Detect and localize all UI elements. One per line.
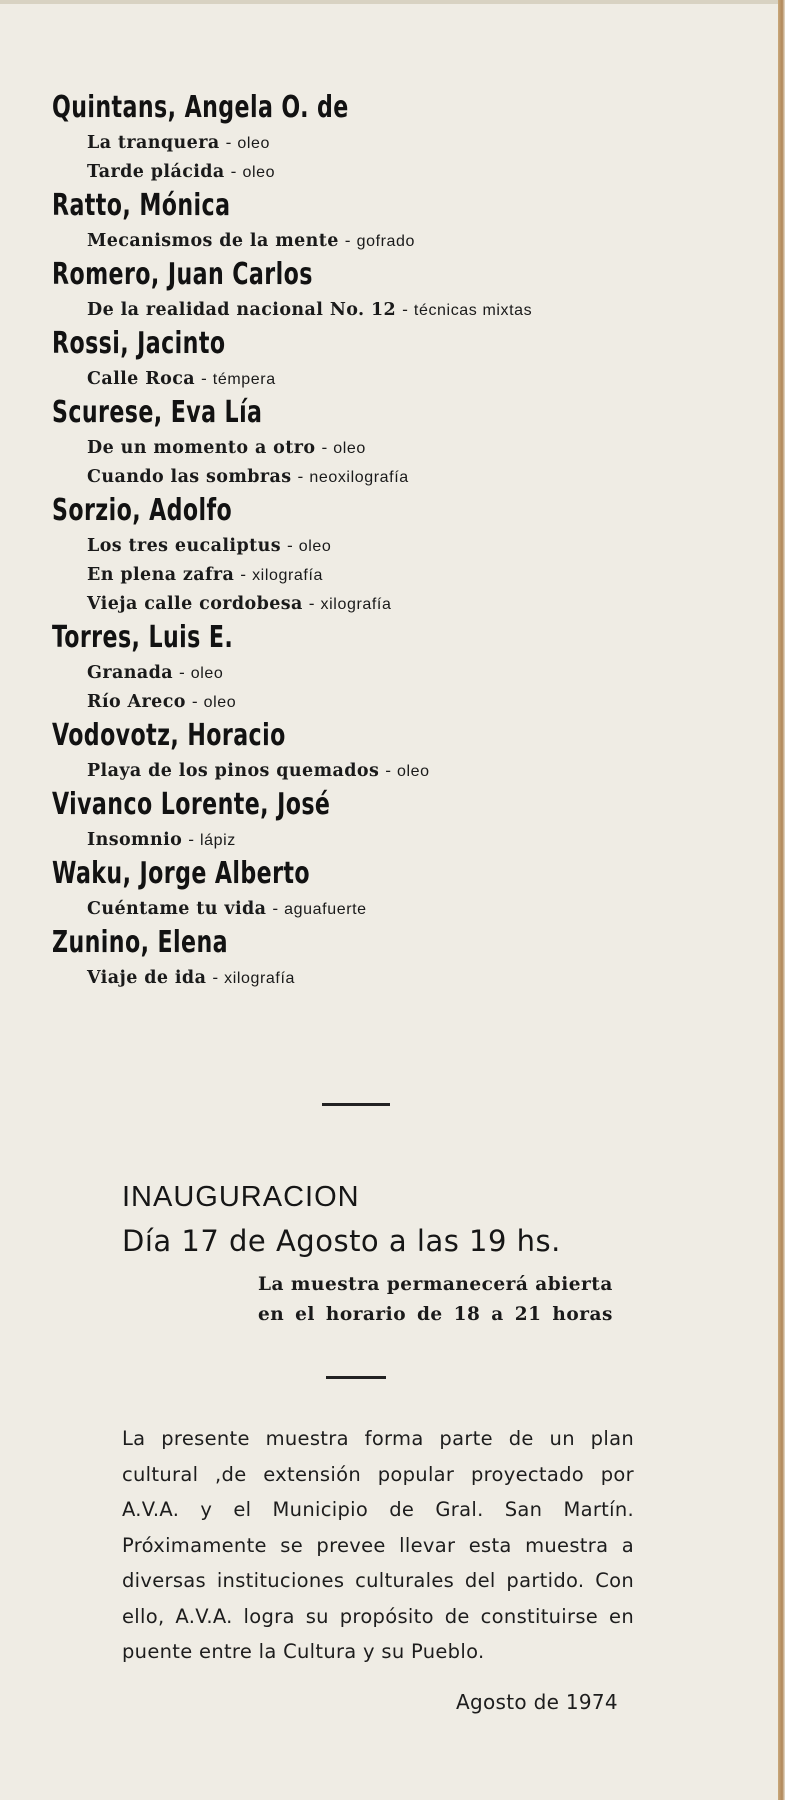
title-technique-separator: -: [191, 692, 198, 711]
artist-name: Quintans, Angela O. de: [52, 90, 349, 125]
title-technique-separator: -: [201, 369, 207, 388]
artist-entry: [52, 324, 732, 393]
artwork-technique: oleo: [190, 665, 224, 682]
hours-note-line-2: en el horario de 18 a 21 horas: [258, 1304, 613, 1325]
page-top-shadow: [0, 0, 785, 4]
artwork-technique: xilografía: [224, 970, 296, 987]
artwork-title: La tranquera: [87, 133, 220, 153]
title-technique-separator: -: [230, 162, 237, 181]
inauguration-date: Día 17 de Agosto a las 19 hs.: [122, 1224, 561, 1258]
artwork-technique: oleo: [333, 440, 366, 457]
artist-name: Waku, Jorge Alberto: [52, 856, 311, 891]
title-technique-separator: -: [178, 663, 185, 682]
title-technique-separator: -: [240, 565, 247, 584]
section-divider: [322, 1103, 390, 1106]
artwork-row: [87, 589, 732, 618]
artwork-title: Vieja calle cordobesa: [87, 594, 303, 614]
artwork-row: [87, 157, 732, 186]
artwork-title: Viaje de ida: [87, 968, 207, 988]
artwork-title: Mecanismos de la mente: [87, 231, 339, 251]
section-divider-2: [326, 1376, 386, 1379]
artwork-title: Tarde plácida: [87, 162, 225, 182]
title-technique-separator: -: [188, 830, 194, 849]
artwork-row: [87, 687, 732, 716]
artist-entry: [52, 854, 732, 923]
artwork-row: [87, 963, 732, 992]
artwork-title: Cuéntame tu vida: [87, 899, 267, 919]
artwork-row: [87, 560, 732, 589]
artwork-row: [87, 128, 732, 157]
title-technique-separator: -: [385, 761, 391, 780]
artwork-title: Granada: [87, 663, 173, 683]
artwork-title: En plena zafra: [87, 565, 235, 585]
artwork-technique: témpera: [212, 371, 276, 388]
inauguration-hours-note: [258, 1270, 638, 1330]
artwork-row: [87, 531, 732, 560]
artist-name: Sorzio, Adolfo: [52, 493, 233, 528]
artist-name: Scurese, Eva Lía: [52, 395, 263, 430]
title-technique-separator: -: [297, 467, 304, 486]
artist-name: Ratto, Mónica: [52, 188, 231, 223]
artist-name: Torres, Luis E.: [52, 620, 234, 655]
title-technique-separator: -: [286, 536, 293, 555]
artwork-technique: gofrado: [356, 233, 416, 250]
artwork-row: [87, 658, 732, 687]
artwork-row: [87, 894, 732, 923]
artwork-row: [87, 364, 732, 393]
title-technique-separator: -: [321, 438, 328, 457]
artwork-row: [87, 462, 732, 491]
artist-entry: [52, 186, 732, 255]
artwork-row: [87, 433, 732, 462]
artist-name: Vodovotz, Horacio: [52, 718, 286, 753]
artwork-technique: xilografía: [252, 567, 323, 584]
artist-entry: [52, 88, 732, 186]
inauguration-title: INAUGURACION: [122, 1181, 360, 1213]
artwork-title: Calle Roca: [87, 369, 196, 389]
title-technique-separator: -: [272, 899, 279, 918]
artwork-technique: oleo: [298, 538, 332, 555]
artist-name: Rossi, Jacinto: [52, 326, 226, 361]
artwork-row: [87, 825, 732, 854]
artwork-title: De la realidad nacional No. 12: [87, 300, 397, 320]
artwork-technique: técnicas mixtas: [413, 302, 533, 319]
artwork-row: [87, 295, 732, 324]
artist-entry: [52, 255, 732, 324]
artwork-row: [87, 756, 732, 785]
artist-list: [52, 88, 732, 992]
artwork-title: Los tres eucaliptus: [87, 536, 281, 556]
artist-name: Zunino, Elena: [52, 925, 228, 960]
title-technique-separator: -: [308, 594, 315, 613]
artwork-title: Río Areco: [87, 692, 186, 712]
artwork-technique: neoxilografía: [309, 469, 409, 486]
artwork-row: [87, 226, 732, 255]
artist-entry: [52, 491, 732, 618]
hours-note-line-1: La muestra permanecerá abierta: [258, 1274, 613, 1295]
title-technique-separator: -: [212, 968, 219, 987]
title-technique-separator: -: [402, 300, 408, 319]
page-right-edge: [778, 0, 785, 1800]
artwork-technique: aguafuerte: [284, 901, 367, 918]
document-dateline: Agosto de 1974: [456, 1690, 618, 1714]
title-technique-separator: -: [225, 133, 232, 152]
artwork-title: Insomnio: [87, 830, 183, 850]
artist-name: Romero, Juan Carlos: [52, 257, 313, 292]
artwork-title: Playa de los pinos quemados: [87, 761, 380, 781]
artwork-title: De un momento a otro: [87, 438, 316, 458]
artist-entry: [52, 785, 732, 854]
artwork-technique: oleo: [203, 694, 237, 711]
artwork-technique: oleo: [237, 135, 270, 152]
artwork-technique: oleo: [242, 164, 276, 181]
artist-entry: [52, 393, 732, 491]
artwork-technique: lápiz: [199, 832, 236, 849]
artwork-technique: xilografía: [320, 596, 392, 613]
artwork-technique: oleo: [397, 763, 430, 780]
exhibition-description: La presente muestra forma parte de un plan cultural ,de extensión popular proyectado por A.V.A. y el Municipio de Gral. San Martín. Próximamente se prevee llevar esta muestra a diversas instituciones culturales del partido. Con ello, A.V.A. logra su propósito de constituirse en puente entre la Cultura y su Pueblo.: [122, 1427, 634, 1663]
artwork-title: Cuando las sombras: [87, 467, 292, 487]
artist-entry: [52, 618, 732, 716]
artist-entry: [52, 716, 732, 785]
artist-entry: [52, 923, 732, 992]
title-technique-separator: -: [344, 231, 351, 250]
artist-name: Vivanco Lorente, José: [52, 787, 331, 822]
